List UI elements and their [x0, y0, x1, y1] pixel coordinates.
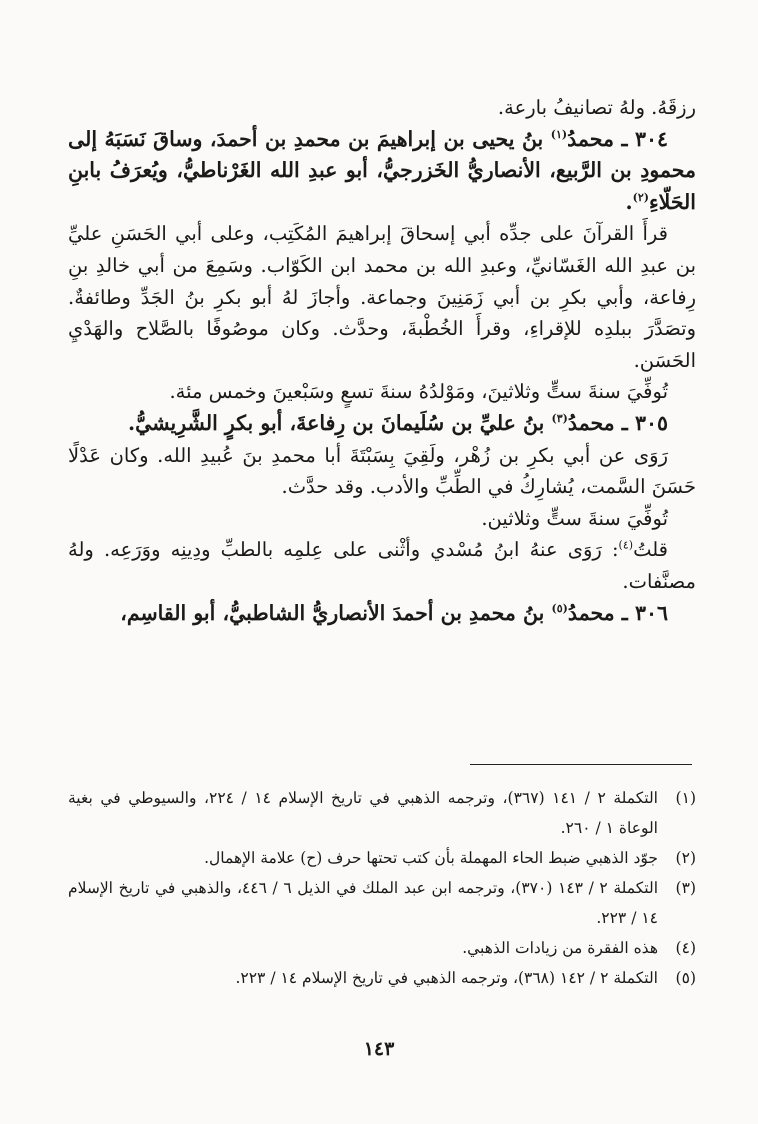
- footnote-text: التكملة ٢ / ١٤٢ (٣٦٨)، وترجمه الذهبي في تاريخ الإسلام ١٤ / ٢٢٣.: [235, 969, 658, 987]
- entry-name: محمدُ: [567, 410, 615, 435]
- footnote-number: (٥): [675, 969, 696, 987]
- footnote-number: (٢): [675, 849, 696, 867]
- footnote: [68, 873, 696, 933]
- entry-number: ٣٠٤ ـ: [621, 126, 668, 151]
- entry-heading-text: بنُ محمدِ بن أحمدَ الأنصاريُّ الشاطبيُّ، أبو القاسِم،: [120, 600, 552, 625]
- continuation-paragraph: رزقَهُ. ولهُ تصانيفُ بارعة.: [497, 96, 696, 119]
- footnote-ref: (٢): [632, 190, 649, 204]
- footnote-text: التكملة ٢ / ١٤١ (٣٦٧)، وترجمه الذهبي في تاريخ الإسلام ١٤ / ٢٢٤، والسيوطي في بغية الوعاة ١ / ٢٦٠.: [68, 789, 658, 837]
- entry-305-heading: [68, 408, 696, 440]
- footnote-text: التكملة ٢ / ١٤٣ (٣٧٠)، وترجمه ابن عبد الملك في الذيل ٦ / ٤٤٦، والذهبي في تاريخ الإسلام ١٤ / ٢٢٣.: [68, 879, 658, 927]
- footnote: [68, 783, 696, 843]
- footnote-ref: (١): [550, 127, 568, 141]
- footnote-ref: (٥): [551, 601, 568, 615]
- footnote-ref: (٤): [618, 538, 634, 552]
- main-text: [68, 92, 696, 629]
- entry-305-addition: [68, 534, 696, 597]
- footnote-number: (٣): [675, 879, 696, 897]
- entry-304-heading: [68, 124, 696, 219]
- addition-label: قلتُ: [633, 538, 668, 562]
- footnote: [68, 933, 696, 963]
- footnote-number: (١): [675, 789, 696, 807]
- page-number: ١٤٣: [363, 1038, 395, 1060]
- entry-305-death: تُوفِّيَ سنةَ ستٍّ وثلاثين.: [481, 506, 668, 530]
- heading-period: .: [625, 189, 633, 214]
- entry-name: محمدُ: [567, 600, 615, 625]
- footnote: [68, 963, 696, 993]
- entry-number: ٣٠٦ ـ: [621, 600, 668, 625]
- footnote: [68, 843, 696, 873]
- entry-306-heading: [68, 598, 696, 630]
- footnotes: [68, 783, 696, 993]
- entry-heading-text: بنُ عليِّ بن سُلَيمانَ بن رِفاعةَ، أبو بكرٍ الشَّرِيشيُّ.: [128, 410, 552, 435]
- entry-305-body: رَوَى عن أبي بكرِ بن زُهْر، ولَقِيَ بِسَبْتَةَ أبا محمدِ بنَ عُبيدِ الله. وكان عَدْلًا حَسَنَ السَّمت، يُشارِكُ في الطِّبِّ والأدب. وقد حدَّث.: [68, 443, 696, 499]
- footnote-text: جوّد الذهبي ضبط الحاء المهملة بأن كتب تحتها حرف (ح) علامة الإهمال.: [204, 849, 658, 867]
- entry-number: ٣٠٥ ـ: [621, 410, 668, 435]
- footnote-ref: (٣): [551, 412, 568, 426]
- entry-304-death: تُوفِّيَ سنةَ ستٍّ وثلاثينَ، ومَوْلدُهُ سنةَ تسعٍ وسَبْعينَ وخمس مئة.: [169, 380, 668, 404]
- addition-text: : رَوَى عنهُ ابنُ مُسْدي وأثْنى على عِلمِه بالطبِّ ودِينِه ووَرَعِه. ولهُ مصنَّفات.: [68, 538, 696, 593]
- entry-name: محمدُ: [567, 126, 614, 151]
- footnote-divider: [470, 764, 692, 765]
- entry-heading-text: بنُ يحيى بن إبراهيمَ بن محمدِ بن أحمدَ، وساقَ نَسَبَهُ إلى محمودِ بن الرَّبيع، الأنصاريُّ الخَزرجيُّ، أبو عبدِ الله الغَرْناطيُّ، ويُعرَفُ بابنِ الحَلّاءِ: [68, 126, 696, 214]
- footnote-text: هذه الفقرة من زيادات الذهبي.: [462, 939, 658, 957]
- entry-304-body: قرأَ القرآنَ على جدِّه أبي إسحاقَ إبراهيمَ المُكَتِب، وعلى أبي الحَسَنِ عليِّ بن عبدِ الله الغَسّانيِّ، وعبدِ الله بن محمد ابن الكَوّاب. وسَمِعَ من أبي خالدِ بنِ رِفاعة، وأبي بكرِ بن أبي زَمَنِينَ وجماعة. وأجازَ لهُ أبو بكرِ بنُ الجَدِّ وطائفةٌ. وتصَدَّرَ ببلدِه للإقراءِ، وقرأَ الخُطْبةَ، وحدَّث. وكان موصُوفًا بالصَّلاح والهَدْيِ الحَسَن.: [68, 222, 696, 372]
- footnote-number: (٤): [675, 939, 696, 957]
